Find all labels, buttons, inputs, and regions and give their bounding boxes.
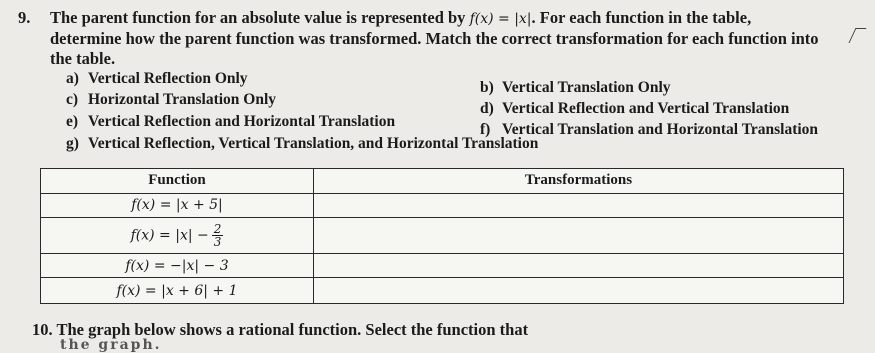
table-row — [41, 193, 844, 217]
header-function: Function — [41, 169, 314, 194]
table-row — [41, 254, 844, 278]
option-b: b) Vertical Translation Only — [480, 79, 671, 96]
function-cell: f(x) = −|x| − 3 — [41, 254, 314, 278]
question-10-number: 10. — [32, 320, 53, 339]
transformation-table — [40, 168, 844, 304]
option-a: a) Vertical Reflection Only — [66, 70, 248, 87]
transformation-cell[interactable] — [314, 254, 844, 278]
option-d: d) Vertical Reflection and Vertical Translation — [480, 100, 790, 117]
function-cell: f(x) = |x| − $\frac{2}{3}$ — [41, 217, 314, 254]
question-9 — [18, 8, 822, 69]
transformation-cell[interactable] — [314, 193, 844, 217]
option-c: c) Horizontal Translation Only — [66, 91, 277, 108]
option-e: e) Vertical Reflection and Horizontal Translation — [66, 113, 396, 130]
fraction: $\frac{2}{3}$ — [213, 221, 222, 249]
question-10-text: The graph below shows a rational function. Select the function that — [56, 320, 529, 339]
parent-function: f(x) = |x| — [469, 11, 532, 27]
option-g: g) Vertical Reflection, Vertical Translation, and Horizontal Translation — [66, 135, 539, 152]
table-header-row — [41, 169, 844, 194]
table-row — [41, 217, 844, 254]
question-10-cut-text: the graph. — [60, 337, 162, 353]
header-transformations: Transformations — [314, 169, 844, 194]
function-cell: f(x) = |x + 5| — [41, 193, 314, 217]
page-corner-mark — [849, 28, 867, 43]
question-9-stem: The parent function for an absolute value is represented by f(x) = |x|. For each function in the table, determine how the parent function was transformed. Match the correct transformation for each function into the table. — [50, 8, 819, 68]
question-9-number: 9. — [18, 8, 31, 27]
table-row — [41, 278, 844, 304]
option-f: f) Vertical Translation and Horizontal Translation — [480, 121, 819, 138]
function-cell: f(x) = |x + 6| + 1 — [41, 278, 314, 304]
transformation-cell[interactable] — [314, 278, 844, 304]
transformation-cell[interactable] — [314, 217, 844, 254]
